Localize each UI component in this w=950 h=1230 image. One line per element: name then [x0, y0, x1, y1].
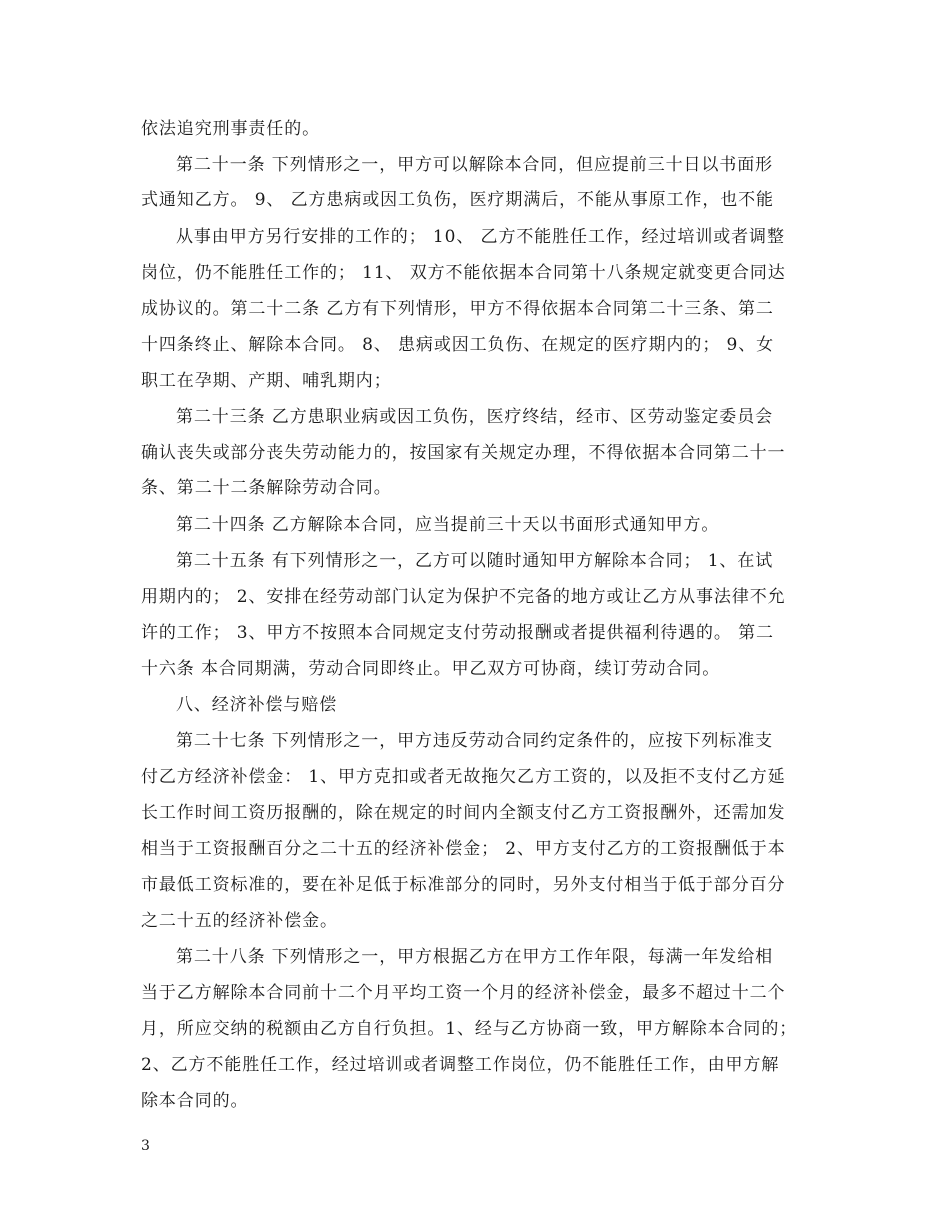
text-line: 之二十五的经济补偿金。	[141, 911, 338, 931]
text-line: 岗位，仍不能胜任工作的； 11、 双方不能依据本合同第十八条规定就变更合同达	[141, 263, 786, 283]
text-line: 月，所应交纳的税额由乙方自行负担。1、经与乙方协商一致，甲方解除本合同的；	[141, 1019, 798, 1039]
section-heading: 八、经济补偿与赔偿	[176, 695, 338, 715]
text-line: 第二十三条 乙方患职业病或因工负伤，医疗终结，经市、区劳动鉴定委员会	[176, 407, 774, 427]
text-line: 职工在孕期、产期、哺乳期内；	[141, 371, 392, 391]
text-line: 第二十七条 下列情形之一，甲方违反劳动合同约定条件的，应按下列标准支	[176, 731, 774, 751]
text-line: 第二十四条 乙方解除本合同，应当提前三十天以书面形式通知甲方。	[176, 515, 720, 535]
text-line: 第二十八条 下列情形之一，甲方根据乙方在甲方工作年限，每满一年发给相	[176, 947, 774, 967]
text-line: 式通知乙方。 9、 乙方患病或因工负伤，医疗期满后，不能从事原工作，也不能	[141, 190, 774, 210]
text-line: 条、第二十二条解除劳动合同。	[141, 478, 392, 498]
text-line: 十四条终止、解除本合同。 8、 患病或因工负伤、在规定的医疗期内的； 9、女	[141, 335, 775, 355]
text-line: 从事由甲方另行安排的工作的； 10、 乙方不能胜任工作，经过培训或者调整	[176, 227, 785, 247]
text-line: 成协议的。第二十二条 乙方有下列情形，甲方不得依据本合同第二十三条、第二	[141, 299, 774, 319]
text-line: 2、乙方不能胜任工作，经过培训或者调整工作岗位，仍不能胜任工作，由甲方解	[141, 1055, 780, 1075]
text-line: 确认丧失或部分丧失劳动能力的，按国家有关规定办理，不得依据本合同第二十一	[141, 443, 786, 463]
text-line: 用期内的； 2、安排在经劳动部门认定为保护不完备的地方或让乙方从事法律不允	[141, 587, 786, 607]
text-line: 当于乙方解除本合同前十二个月平均工资一个月的经济补偿金，最多不超过十二个	[141, 983, 786, 1003]
text-line: 长工作时间工资历报酬的，除在规定的时间内全额支付乙方工资报酬外，还需加发	[141, 803, 786, 823]
text-line: 相当于工资报酬百分之二十五的经济补偿金； 2、甲方支付乙方的工资报酬低于本	[141, 839, 786, 859]
text-line: 市最低工资标准的，要在补足低于标准部分的同时，另外支付相当于低于部分百分	[141, 875, 786, 895]
text-line: 许的工作； 3、甲方不按照本合同规定支付劳动报酬或者提供福利待遇的。 第二	[141, 623, 774, 643]
text-line: 十六条 本合同期满，劳动合同即终止。甲乙双方可协商，续订劳动合同。	[141, 659, 721, 679]
text-line: 依法追究刑事责任的。	[141, 119, 320, 139]
text-line: 第二十五条 有下列情形之一，乙方可以随时通知甲方解除本合同； 1、在试	[176, 551, 774, 571]
text-line: 除本合同的。	[141, 1091, 249, 1111]
text-line: 付乙方经济补偿金： 1、甲方克扣或者无故拖欠乙方工资的，以及拒不支付乙方延	[141, 767, 786, 787]
page-number: 3	[141, 1138, 150, 1154]
text-line: 第二十一条 下列情形之一，甲方可以解除本合同，但应提前三十日以书面形	[176, 155, 774, 175]
